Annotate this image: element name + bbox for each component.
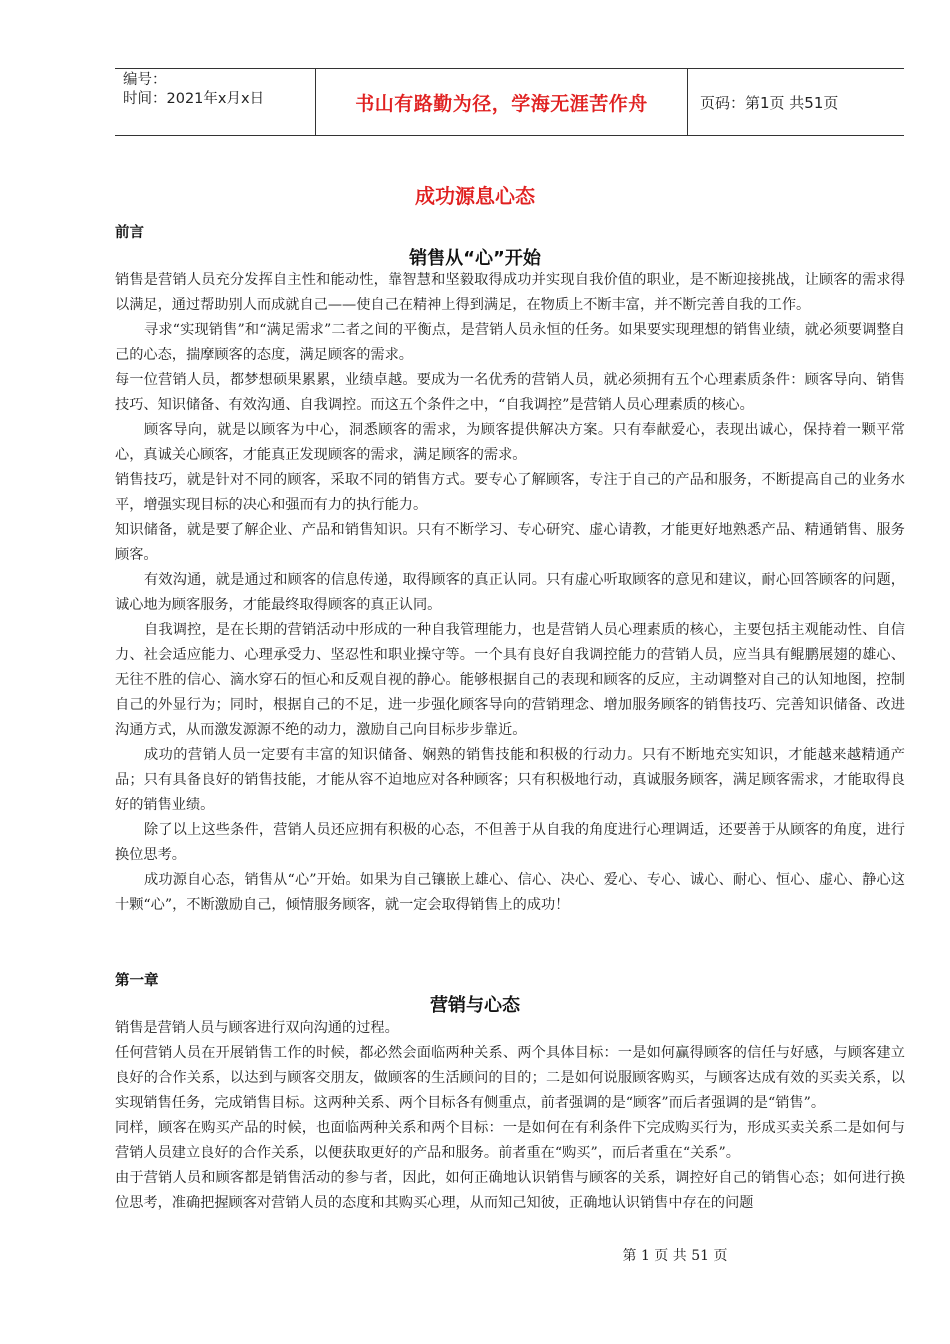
paragraph: 有效沟通，就是通过和顾客的信息传递，取得顾客的真正认同。只有虚心听取顾客的意见和建议，耐心回答顾客的问题，诚心地为顾客服务，才能最终取得顾客的真正认同。	[115, 572, 905, 613]
chapter-subtitle: 营销与心态	[430, 995, 520, 1016]
paragraph: 销售是营销人员充分发挥自主性和能动性，靠智慧和坚毅取得成功并实现自我价值的职业，是不断迎接挑战，让顾客的需求得以满足，通过帮助别人而成就自己——使自己在精神上得到满足，在物质上不断丰富，并不断完善自我的工作。	[115, 272, 905, 313]
header-number: 编号：	[123, 72, 167, 88]
paragraph: 成功源自心态，销售从“心”开始。如果为自己镶嵌上雄心、信心、决心、爱心、专心、诚心、耐心、恒心、虚心、静心这十颗“心”，不断激励自己，倾情服务顾客，就一定会取得销售上的成功！	[115, 872, 905, 913]
paragraph: 寻求“实现销售”和“满足需求”二者之间的平衡点，是营销人员永恒的任务。如果要实现理想的销售业绩，就必须要调整自己的心态，揣摩顾客的态度，满足顾客的需求。	[115, 322, 905, 363]
chapter-label: 第一章	[115, 973, 159, 989]
paragraph: 由于营销人员和顾客都是销售活动的参与者，因此，如何正确地认识销售与顾客的关系，调控好自己的销售心态；如何进行换位思考，准确把握顾客对营销人员的态度和其购买心理，从而知己知彼，正确地认识销售中存在的问题	[115, 1170, 905, 1211]
paragraph: 自我调控，是在长期的营销活动中形成的一种自我管理能力，也是营销人员心理素质的核心，主要包括主观能动性、自信力、社会适应能力、心理承受力、坚忍性和职业操守等。一个具有良好自我调控能力的营销人员，应当具有鲲鹏展翅的雄心、无往不胜的信心、滴水穿石的恒心和反观自视的静心。能够根据自己的表现和顾客的反应，主动调整对自己的认知地图，控制自己的外显行为；同时，根据自己的不足，进一步强化顾客导向的营销理念、增加服务顾客的销售技巧、完善知识储备、改进沟通方式，从而激发源源不绝的动力，激励自己向目标步步靠近。	[115, 622, 905, 738]
paragraph: 每一位营销人员，都梦想硕果累累，业绩卓越。要成为一名优秀的营销人员，就必须拥有五个心理素质条件：顾客导向、销售技巧、知识储备、有效沟通、自我调控。而这五个条件之中，“自我调控”是营销人员心理素质的核心。	[115, 372, 905, 413]
preface-subtitle: 销售从“心”开始	[409, 248, 541, 269]
paragraph: 同样，顾客在购买产品的时候，也面临两种关系和两个目标：一是如何在有利条件下完成购买行为，形成买卖关系二是如何与营销人员建立良好的合作关系，以便获取更好的产品和服务。前者重在“购买”，而后者重在“关系”。	[115, 1120, 905, 1161]
paragraph: 任何营销人员在开展销售工作的时候，都必然会面临两种关系、两个具体目标：一是如何赢得顾客的信任与好感，与顾客建立良好的合作关系，以达到与顾客交朋友，做顾客的生活顾问的目的；二是如何说服顾客购买，与顾客达成有效的买卖关系，以实现销售任务，完成销售目标。这两种关系、两个目标各有侧重点，前者强调的是“顾客”而后者强调的是“销售”。	[115, 1045, 905, 1111]
paragraph: 顾客导向，就是以顾客为中心，洞悉顾客的需求，为顾客提供解决方案。只有奉献爱心，表现出诚心，保持着一颗平常心，真诚关心顾客，才能真正发现顾客的需求，满足顾客的需求。	[115, 422, 905, 463]
paragraph: 成功的营销人员一定要有丰富的知识储备、娴熟的销售技能和积极的行动力。只有不断地充实知识，才能越来越精通产品；只有具备良好的销售技能，才能从容不迫地应对各种顾客；只有积极地行动，真诚服务顾客，满足顾客需求，才能取得良好的销售业绩。	[115, 747, 905, 813]
preface-body	[115, 268, 905, 918]
document-title: 成功源息心态	[415, 184, 535, 208]
chapter-body	[115, 1016, 905, 1216]
header-motto-cell	[315, 69, 688, 135]
header-meta	[115, 69, 315, 135]
paragraph: 销售技巧，就是针对不同的顾客，采取不同的销售方式。要专心了解顾客，专注于自己的产品和服务，不断提高自己的业务水平，增强实现目标的决心和强而有力的执行能力。	[115, 472, 905, 513]
paragraph: 销售是营销人员与顾客进行双向沟通的过程。	[115, 1020, 399, 1036]
paragraph: 知识储备，就是要了解企业、产品和销售知识。只有不断学习、专心研究、虚心请教，才能更好地熟悉产品、精通销售、服务顾客。	[115, 522, 905, 563]
document-header	[115, 68, 904, 136]
page-footer: 第 1 页 共 51 页	[622, 1248, 728, 1264]
header-time: 时间：2021年x月x日	[123, 91, 265, 107]
header-motto: 书山有路勤为径，学海无涯苦作舟	[355, 92, 648, 115]
header-page-code: 页码：第1页 共51页	[700, 93, 839, 112]
preface-label: 前言	[115, 225, 144, 241]
paragraph: 除了以上这些条件，营销人员还应拥有积极的心态，不但善于从自我的角度进行心理调适，还要善于从顾客的角度，进行换位思考。	[115, 822, 905, 863]
